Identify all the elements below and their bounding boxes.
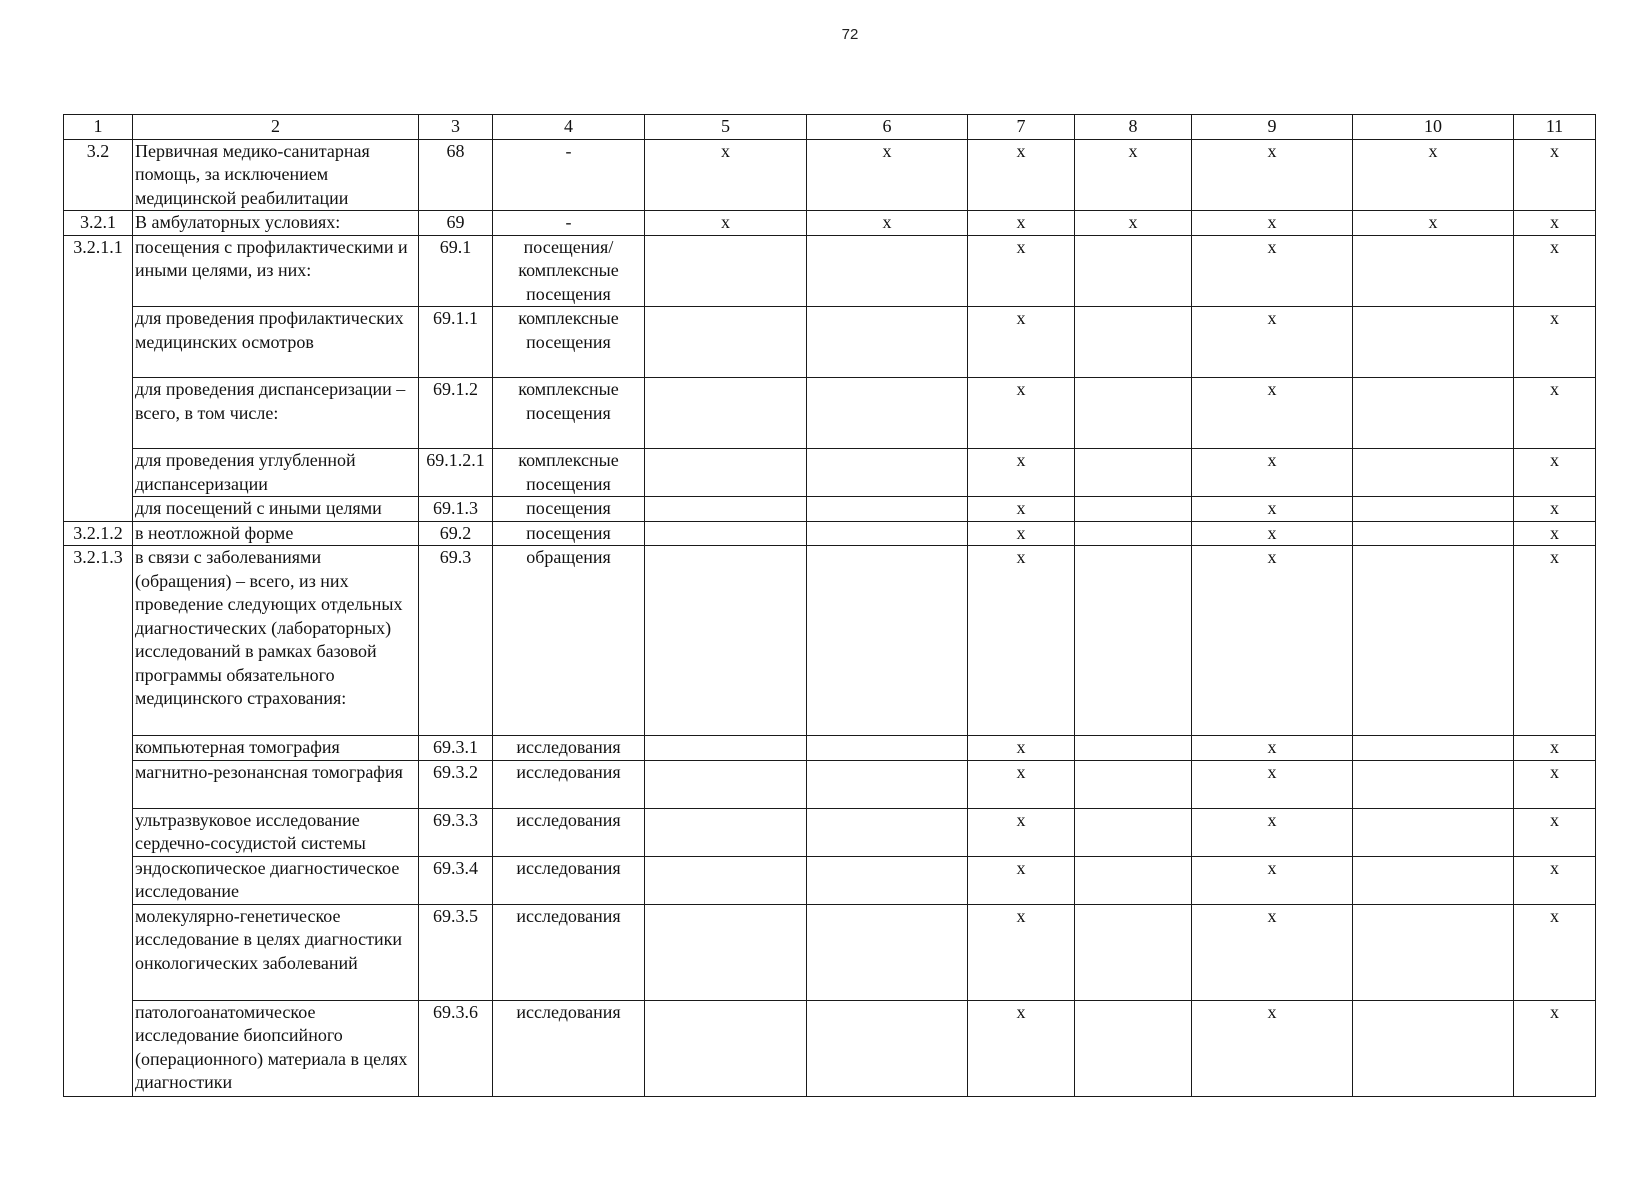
value-cell [1075,736,1192,761]
value-cell: x [968,736,1075,761]
value-cell [1075,497,1192,522]
value-cell: x [1192,736,1353,761]
row-code-cell: 69.1.1 [419,307,493,378]
row-name-cell: эндоскопическое диагностическое исследование [133,856,419,904]
value-cell: x [1192,760,1353,808]
value-cell [645,546,807,736]
value-cell: x [968,521,1075,546]
value-cell: x [807,211,968,236]
value-cell [1075,856,1192,904]
table-row [64,235,1596,307]
value-cell: x [1192,378,1353,449]
value-cell [807,808,968,856]
value-cell [807,1000,968,1096]
row-code-cell: 69 [419,211,493,236]
value-cell [1075,449,1192,497]
row-name-cell: для проведения углубленной диспансеризации [133,449,419,497]
row-code-cell: 69.3.3 [419,808,493,856]
value-cell: x [968,904,1075,1000]
value-cell: x [1514,449,1596,497]
value-cell [645,760,807,808]
value-cell: x [1514,139,1596,211]
value-cell [1075,378,1192,449]
unit-cell: исследования [493,736,645,761]
column-header: 7 [968,115,1075,140]
value-cell [1353,808,1514,856]
value-cell: x [1514,736,1596,761]
unit-cell: исследования [493,856,645,904]
value-cell [1075,808,1192,856]
table-row [64,307,1596,378]
value-cell: x [968,378,1075,449]
unit-cell: - [493,211,645,236]
value-cell: x [1353,211,1514,236]
value-cell [807,497,968,522]
column-header: 8 [1075,115,1192,140]
row-id-cell: 3.2.1.1 [64,235,133,521]
column-header: 5 [645,115,807,140]
value-cell [645,497,807,522]
column-header: 1 [64,115,133,140]
value-cell: x [968,1000,1075,1096]
row-code-cell: 69.1 [419,235,493,307]
value-cell: x [1192,856,1353,904]
value-cell [1075,904,1192,1000]
value-cell: x [1514,546,1596,736]
value-cell [1353,378,1514,449]
value-cell: x [1514,211,1596,236]
unit-cell: исследования [493,1000,645,1096]
value-cell: x [1353,139,1514,211]
unit-cell: обращения [493,546,645,736]
value-cell [645,521,807,546]
row-name-cell: для проведения профилактических медицинских осмотров [133,307,419,378]
unit-cell: комплексные посещения [493,378,645,449]
value-cell: x [1192,904,1353,1000]
value-cell [1353,521,1514,546]
row-id-cell: 3.2.1.3 [64,546,133,1097]
value-cell [1353,307,1514,378]
value-cell [807,546,968,736]
unit-cell: комплексные посещения [493,307,645,378]
value-cell: x [1192,546,1353,736]
value-cell: x [645,139,807,211]
row-name-cell: магнитно-резонансная томография [133,760,419,808]
value-cell [1075,235,1192,307]
value-cell [807,736,968,761]
column-header: 9 [1192,115,1353,140]
unit-cell: исследования [493,760,645,808]
unit-cell: исследования [493,808,645,856]
value-cell: x [1514,235,1596,307]
row-name-cell: для проведения диспансеризации – всего, в том числе: [133,378,419,449]
value-cell: x [1192,808,1353,856]
value-cell: x [1514,307,1596,378]
column-header: 4 [493,115,645,140]
row-name-cell: компьютерная томография [133,736,419,761]
value-cell [645,808,807,856]
table-row [64,904,1596,1000]
value-cell [645,1000,807,1096]
column-header: 10 [1353,115,1514,140]
page-number: 72 [841,26,859,43]
table-row [64,497,1596,522]
value-cell [1075,521,1192,546]
value-cell [1353,1000,1514,1096]
unit-cell: посещения [493,521,645,546]
row-name-cell: посещения с профилактическими и иными целями, из них: [133,235,419,307]
value-cell: x [1192,1000,1353,1096]
row-code-cell: 69.3 [419,546,493,736]
value-cell: x [1514,378,1596,449]
unit-cell: - [493,139,645,211]
column-header: 2 [133,115,419,140]
value-cell: x [1514,808,1596,856]
value-cell [1075,760,1192,808]
table-row [64,760,1596,808]
value-cell [645,235,807,307]
row-code-cell: 68 [419,139,493,211]
row-name-cell: В амбулаторных условиях: [133,211,419,236]
table-row [64,856,1596,904]
row-id-cell: 3.2 [64,139,133,211]
table-row [64,1000,1596,1096]
value-cell: x [1514,1000,1596,1096]
row-name-cell: ультразвуковое исследование сердечно-сосудистой системы [133,808,419,856]
table-row [64,139,1596,211]
value-cell [807,856,968,904]
row-id-cell: 3.2.1 [64,211,133,236]
value-cell: x [645,211,807,236]
row-code-cell: 69.3.6 [419,1000,493,1096]
value-cell: x [1514,760,1596,808]
value-cell: x [807,139,968,211]
value-cell [1353,760,1514,808]
value-cell: x [968,211,1075,236]
table-row [64,449,1596,497]
value-cell: x [1192,307,1353,378]
value-cell: x [1514,856,1596,904]
value-cell: x [1075,139,1192,211]
value-cell [1353,904,1514,1000]
value-cell [645,904,807,1000]
value-cell: x [968,449,1075,497]
row-name-cell: молекулярно-генетическое исследование в целях диагностики онкологических заболеваний [133,904,419,1000]
value-cell [1353,449,1514,497]
value-cell: x [968,139,1075,211]
table-row [64,546,1596,736]
value-cell [645,736,807,761]
row-name-cell: в неотложной форме [133,521,419,546]
value-cell [807,760,968,808]
value-cell: x [968,497,1075,522]
row-code-cell: 69.3.5 [419,904,493,1000]
row-name-cell: Первичная медико-санитарная помощь, за исключением медицинской реабилитации [133,139,419,211]
value-cell: x [1514,497,1596,522]
value-cell: x [968,307,1075,378]
value-cell: x [968,808,1075,856]
value-cell [807,307,968,378]
table-row [64,521,1596,546]
value-cell: x [1192,521,1353,546]
value-cell [1075,307,1192,378]
value-cell [807,521,968,546]
table-row [64,808,1596,856]
row-code-cell: 69.3.1 [419,736,493,761]
value-cell: x [1192,235,1353,307]
column-number-header-row [64,115,1596,140]
column-header: 3 [419,115,493,140]
value-cell [807,904,968,1000]
value-cell [645,856,807,904]
value-cell [1353,546,1514,736]
value-cell: x [1192,211,1353,236]
row-code-cell: 69.1.2.1 [419,449,493,497]
value-cell [645,378,807,449]
table-row [64,736,1596,761]
value-cell: x [968,546,1075,736]
value-cell [1353,856,1514,904]
row-code-cell: 69.1.3 [419,497,493,522]
data-table [63,114,1596,1097]
value-cell [1353,736,1514,761]
row-code-cell: 69.1.2 [419,378,493,449]
column-header: 11 [1514,115,1596,140]
row-code-cell: 69.3.4 [419,856,493,904]
row-id-cell: 3.2.1.2 [64,521,133,546]
table-row [64,378,1596,449]
value-cell [645,449,807,497]
value-cell [807,378,968,449]
unit-cell: комплексные посещения [493,449,645,497]
value-cell: x [1192,139,1353,211]
value-cell [645,307,807,378]
row-code-cell: 69.3.2 [419,760,493,808]
value-cell [807,449,968,497]
value-cell: x [968,235,1075,307]
value-cell: x [1514,521,1596,546]
value-cell: x [968,760,1075,808]
table-row [64,211,1596,236]
value-cell: x [968,856,1075,904]
value-cell: x [1192,497,1353,522]
value-cell [807,235,968,307]
value-cell [1353,235,1514,307]
row-name-cell: в связи с заболеваниями (обращения) – всего, из них проведение следующих отдельных диагностических (лабораторных) исследований в рамках базовой программы обязательного медицинского страхования: [133,546,419,736]
value-cell: x [1514,904,1596,1000]
row-code-cell: 69.2 [419,521,493,546]
value-cell [1075,546,1192,736]
value-cell [1353,497,1514,522]
row-name-cell: для посещений с иными целями [133,497,419,522]
unit-cell: посещения [493,497,645,522]
unit-cell: посещения/ комплексные посещения [493,235,645,307]
unit-cell: исследования [493,904,645,1000]
value-cell [1075,1000,1192,1096]
column-header: 6 [807,115,968,140]
row-name-cell: патологоанатомическое исследование биопсийного (операционного) материала в целях диагностики [133,1000,419,1096]
value-cell: x [1075,211,1192,236]
value-cell: x [1192,449,1353,497]
